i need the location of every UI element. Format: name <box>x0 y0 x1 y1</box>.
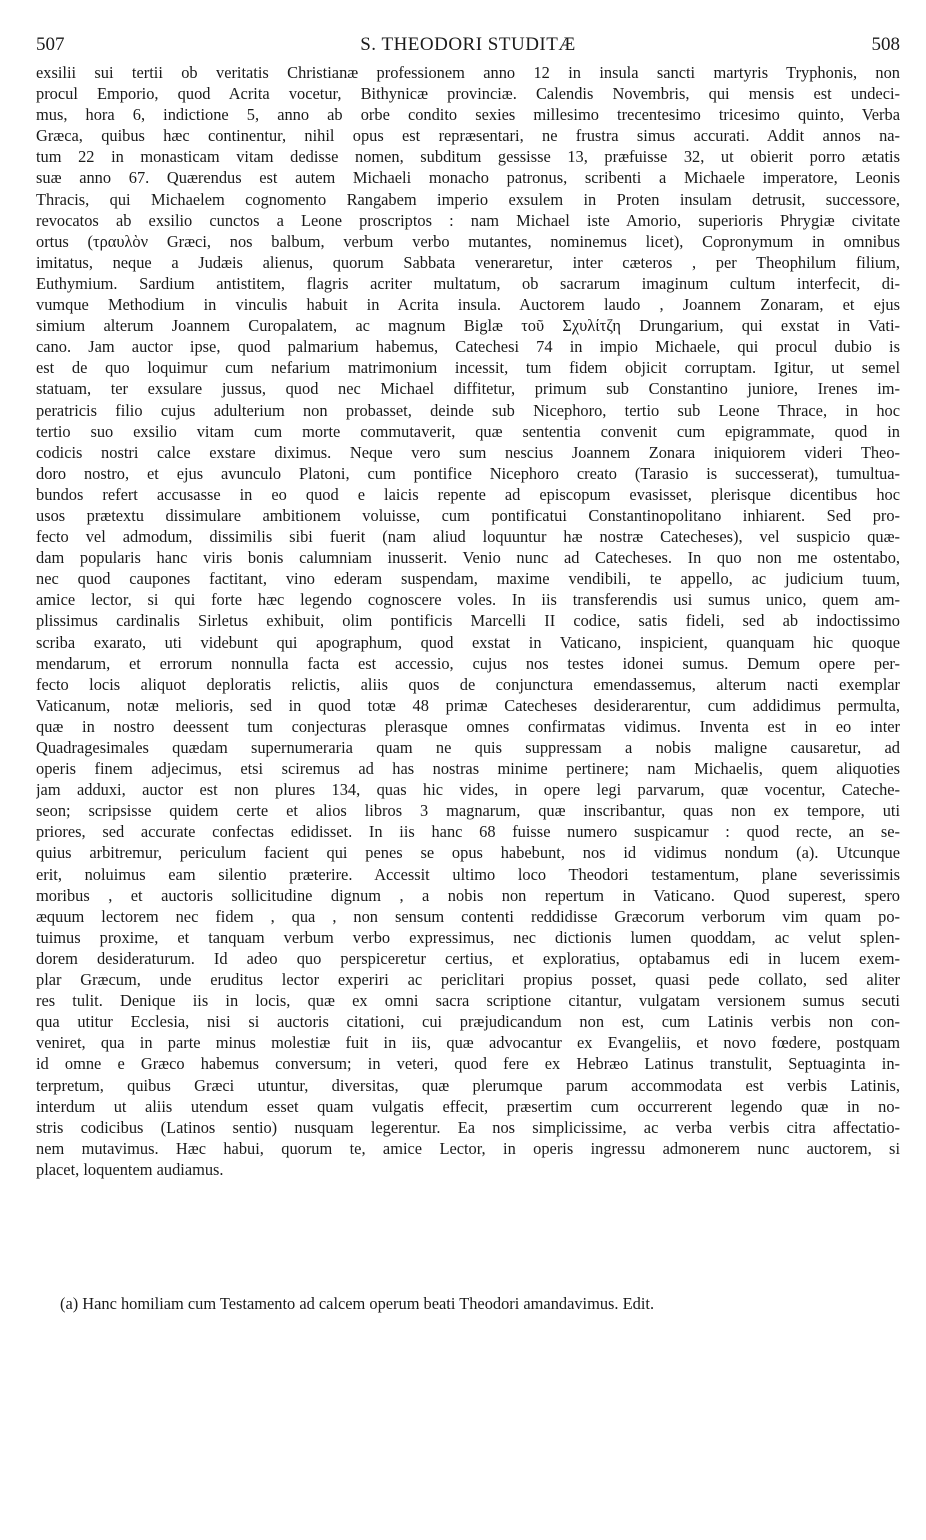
text-line: jam adduxi, auctor est non plures 134, quas hic vides, in opere legi parvarum, quæ vocentur, Cateche- <box>36 780 900 800</box>
running-title: S. THEODORI STUDITÆ <box>360 34 576 55</box>
text-line: tertio suo exsilio vitam cum morte commutaverit, quæ sententia convenit cum epigrammate, quod in <box>36 421 900 441</box>
text-line: procul Emporio, quod Acrita vocetur, Bithynicæ provinciæ. Calendis Novembris, qui mensis est undeci- <box>36 84 900 104</box>
text-line: veniret, qua in parte minus molestiæ fuit in iis, quæ advocantur ex Evangeliis, et novo fœdere, postquam <box>36 1033 900 1053</box>
text-line: peratricis filio cujus adulterium non probasset, deinde sub Nicephoro, tertio sub Leone Thrace, in hoc <box>36 400 900 420</box>
text-line: simium alterum Joannem Curopalatem, ac magnum Biglæ τοῦ Σχυλίτζη Drungarium, qui exstat in Vati- <box>36 316 900 336</box>
text-line: interdum ut aliis utendum esset quam vulgatis effecit, præsertim cum occurrerent legendo quæ in no- <box>36 1096 900 1116</box>
text-line: ortus (τραυλὸν Græci, nos balbum, verbum verbo mutantes, nominemus licet), Copronymum in omnibus <box>36 231 900 251</box>
text-line: mendarum, et errorum nonnulla facta est accessio, cujus nos testes idonei sumus. Demum opere per- <box>36 653 900 673</box>
text-line: qua utitur Ecclesia, nisi si auctoris citationi, cui præjudicandum non est, cum Latinis verbis non con- <box>36 1012 900 1032</box>
text-line: scriba exarato, uti videbunt qui apographum, quod exstat in Vaticano, inspicient, quanquam hic quoque <box>36 632 900 652</box>
text-line: moribus , et auctoris sollicitudine dignum , a nobis non repertum in Vaticano. Quod superest, spero <box>36 885 900 905</box>
main-text-block <box>36 62 900 1180</box>
text-line: Quadragesimales quædam supernumeraria quam ne quis suppressam a nobis maligne causaretur, ad <box>36 738 900 757</box>
text-line: terpretum, quibus Græci utuntur, diversitas, quæ plerumque parum accommodata est verbis Latinis, <box>36 1075 900 1095</box>
text-line: fecto vel admodum, dissimilis sibi fuerit (nam aliud loquuntur hæ nostræ Catecheses), vel suspicio quæ- <box>36 527 900 547</box>
text-line: statuam, ter exsulare jussus, quod nec Michael diffitetur, primum sub Constantino juniore, Irenes im- <box>36 379 900 399</box>
text-line: tuimus proxime, et tanquam verbum verbo expressimus, nec dictionis lumen quoddam, ac velut splen- <box>36 927 900 947</box>
text-line: imitatus, neque a Judæis alienus, quorum Sabbata veneraretur, inter cæteros , per Theophilum filium, <box>36 252 900 272</box>
running-header <box>36 34 900 58</box>
text-line: quæ in nostro deessent tum conjecturas plerasque omnes confirmatas vidimus. Inventa est in eo inter <box>36 716 900 736</box>
text-line: priores, sed accurate confectas edidisset. In iis hanc 68 fuisse numero suspicamur : quod recte, an se- <box>36 822 900 842</box>
text-line: quius arbitremur, periculum facient qui penes se opus habebunt, nos id vidimus nondum (a). Utcunque <box>36 843 900 863</box>
text-line: codicis nostri calce exstare diximus. Neque vero sum nescius Joannem Zonara iniquiorem videri Theo- <box>36 442 900 462</box>
text-line: nec quod caupones factitant, vino ederam suspendam, maxime vendibili, te appello, ac judicium tuum, <box>36 569 900 589</box>
text-line: tum 22 in monasticam vitam dedisse nomen, subditum gessisse 13, præfuisse 32, ut obierit porro ætatis <box>36 147 900 167</box>
text-line: id omne e Græco habemus conversum; in veteri, quod fere ex Hebræo Latinus transtulit, Septuaginta in- <box>36 1054 900 1074</box>
text-line: seon; scripsisse quidem certe et alios libros 3 magnarum, quæ inscribantur, quas non ex tempore, uti <box>36 801 900 821</box>
text-line: stris codicibus (Latinos sentio) nusquam legerentur. Ea nos simplicissime, ac verba verbis citra affectatio- <box>36 1117 900 1137</box>
text-line: fecto locis aliquot deploratis relictis, aliis quos de conjunctura emendassemus, alterum nacti exemplar <box>36 674 900 694</box>
text-line: Euthymium. Sardium antistitem, flagris acriter multatum, ob sacrarum imaginum cultum interfecit, di- <box>36 273 900 293</box>
text-line: plar Græcum, unde eruditus lector experiri ac periclitari propius posset, quasi pede collato, sed aliter <box>36 970 900 990</box>
text-line: Vaticanum, notæ melioris, sed in quod totæ 48 primæ Catecheses desiderarentur, cum addidimus permulta, <box>36 695 900 715</box>
text-line: res tulit. Denique iis in locis, quæ ex omni sacra scriptione citantur, vulgatam versionem sumus secuti <box>36 991 900 1011</box>
text-line: vumque Methodium in vinculis habuit in Acrita insula. Auctorem laudo , Joannem Zonaram, et ejus <box>36 295 900 315</box>
text-line: æquum lectorem nec fidem , qua , non sensum contenti reddidisse Græcorum verborum vim quam po- <box>36 906 900 926</box>
text-line: amice lector, si qui forte hæc legendo cognoscere voles. In iis transferendis usi sumus unico, quem am- <box>36 590 900 610</box>
text-line: usos prætextu dissimulare ambitionem voluisse, cum pontificatui Constantinopolitano inhiarent. Sed pro- <box>36 505 900 525</box>
text-line: exsilii sui tertii ob veritatis Christianæ professionem anno 12 in insula sancti martyris Tryphonis, non <box>36 63 900 82</box>
text-line: cano. Jam auctor ipse, quod palmarium habemus, Catechesi 74 in impio Michaele, qui procul dubio is <box>36 337 900 357</box>
text-line: bundos refert accusasse in eo quod e laicis repente ad episcopum evasisset, plerisque dicentibus hoc <box>36 484 900 504</box>
text-line: dam popularis hanc viris bonis calumniam inusserit. Venio nunc ad Catecheses. In quo non me ostentabo, <box>36 548 900 568</box>
text-line: est de quo loquimur cum nefarium matrimonium incessit, tum fidem objicit corruptam. Igitur, ut semel <box>36 358 900 378</box>
page-number-left: 507 <box>36 34 65 55</box>
text-line: Thracis, qui Michaelem cognomento Rangabem imperio exsulem in Proten insulam detrusit, successore, <box>36 189 900 209</box>
text-line: plissimus cardinalis Sirletus exhibuit, olim pontificis Marcelli II codice, satis fideli, sed ab indoctissimo <box>36 611 900 631</box>
text-line: dorem desideraturum. Id adeo quo perspiceretur certius, et exploratius, optabamus edi in lucem exem- <box>36 948 900 968</box>
text-line: erit, noluimus eam silentio præterire. Accessit ultimo loco Theodori testamentum, plane severissimis <box>36 864 900 884</box>
text-line: mus, hora 6, indictione 5, anno ab orbe condito sexies millesimo trecentesimo tricesimo quinto, Verba <box>36 105 900 125</box>
text-line: suæ anno 67. Quærendus est autem Michaeli monacho patronus, scribenti a Michaele imperatore, Leonis <box>36 168 900 188</box>
text-line: operis finem adjecimus, etsi sciremus ad has nostras minime pertinere; nam Michaelis, quem aliquoties <box>36 759 900 779</box>
text-line: doro nostro, et ejus avunculo Platoni, cum pontifice Nicephoro creato (Tarasio is successerat), tumultua- <box>36 463 900 483</box>
text-line: nem mutavimus. Hæc habui, quorum te, amice Lector, in operis ingressu admonerem nunc auctorem, si <box>36 1138 900 1158</box>
text-line: revocatos ab exsilio cunctos a Leone proscriptos : nam Michael iste Amorio, superioris Phrygiæ civitate <box>36 210 900 230</box>
text-line: placet, loquentem audiamus. <box>36 1159 224 1179</box>
text-line: Græca, quibus hæc continentur, nihil opus est repræsentari, ne frustra simus accurati. Addit annos na- <box>36 126 900 146</box>
page-number-right: 508 <box>871 34 900 55</box>
footnote: (a) Hanc homiliam cum Testamento ad calcem operum beati Theodori amandavimus. Edit. <box>60 1294 655 1313</box>
